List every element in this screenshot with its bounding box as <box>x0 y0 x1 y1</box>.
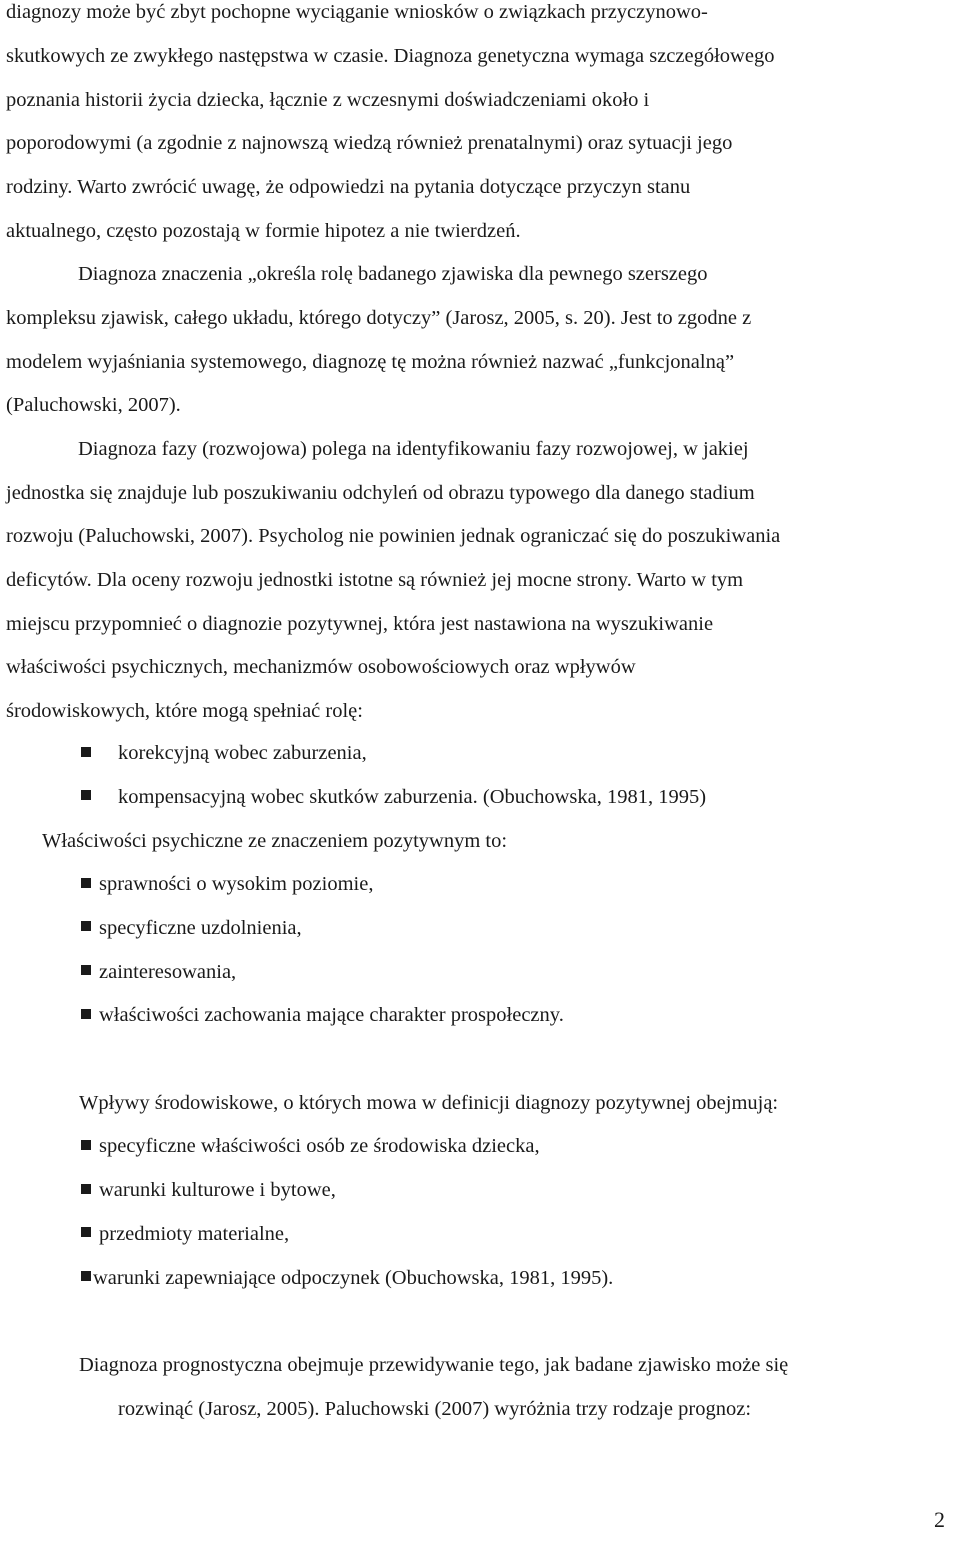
para3-line-4: deficytów. Dla oceny rozwoju jednostki istotne są również jej mocne strony. Warto w tym <box>6 569 744 591</box>
para2-line-3: modelem wyjaśniania systemowego, diagnozę tę można również nazwać „funkcjonalną” <box>6 351 735 373</box>
bullet-icon <box>81 1140 91 1150</box>
bullet-icon <box>81 921 91 931</box>
bullet-icon <box>81 878 91 888</box>
list2-item-1: sprawności o wysokim poziomie, <box>99 873 374 895</box>
bullet-icon <box>81 790 91 800</box>
para3-line-1: Diagnoza fazy (rozwojowa) polega na identyfikowaniu fazy rozwojowej, w jakiej <box>78 438 749 460</box>
para1-line-4: poporodowymi (a zgodnie z najnowszą wiedzą również prenatalnymi) oraz sytuacji jego <box>6 132 733 154</box>
para1-line-1: diagnozy może być zbyt pochopne wyciąganie wniosków o związkach przyczynowo- <box>6 1 708 23</box>
para1-line-2: skutkowych ze zwykłego następstwa w czasie. Diagnoza genetyczna wymaga szczegółowego <box>6 45 775 67</box>
heading-positive-traits: Właściwości psychiczne ze znaczeniem pozytywnym to: <box>42 830 508 852</box>
para1-line-6: aktualnego, często pozostają w formie hipotez a nie twierdzeń. <box>6 220 521 242</box>
para3-line-5: miejscu przypomnieć o diagnozie pozytywnej, która jest nastawiona na wyszukiwanie <box>6 613 714 635</box>
bullet-icon <box>81 1271 91 1281</box>
para2-line-4: (Paluchowski, 2007). <box>6 394 181 416</box>
list1-item-2: kompensacyjną wobec skutków zaburzenia. (Obuchowska, 1981, 1995) <box>118 786 707 808</box>
para3-line-6: właściwości psychicznych, mechanizmów osobowościowych oraz wpływów <box>6 656 636 678</box>
list3-item-2: warunki kulturowe i bytowe, <box>99 1179 336 1201</box>
bullet-icon <box>81 1009 91 1019</box>
para3-line-2: jednostka się znajduje lub poszukiwaniu odchyleń od obrazu typowego dla danego stadium <box>6 482 755 504</box>
para4-line-1: Diagnoza prognostyczna obejmuje przewidywanie tego, jak badane zjawisko może się <box>79 1354 789 1376</box>
para2-line-2: kompleksu zjawisk, całego układu, którego dotyczy” (Jarosz, 2005, s. 20). Jest to zgodne z <box>6 307 752 329</box>
list2-item-3: zainteresowania, <box>99 961 237 983</box>
list2-item-2: specyficzne uzdolnienia, <box>99 917 302 939</box>
list3-item-1: specyficzne właściwości osób ze środowiska dziecka, <box>99 1135 540 1157</box>
para1-line-5: rodziny. Warto zwrócić uwagę, że odpowiedzi na pytania dotyczące przyczyn stanu <box>6 176 691 198</box>
para2-line-1: Diagnoza znaczenia „określa rolę badanego zjawiska dla pewnego szerszego <box>78 263 708 285</box>
page-number: 2 <box>934 1507 945 1532</box>
list2-item-4: właściwości zachowania mające charakter prospołeczny. <box>99 1004 564 1026</box>
list1-item-1: korekcyjną wobec zaburzenia, <box>118 742 367 764</box>
bullet-icon <box>81 1184 91 1194</box>
bullet-icon <box>81 747 91 757</box>
list3-item-3: przedmioty materialne, <box>99 1223 290 1245</box>
para3-line-3: rozwoju (Paluchowski, 2007). Psycholog nie powinien jednak ograniczać się do poszukiwania <box>6 525 781 547</box>
heading-environmental-influences: Wpływy środowiskowe, o których mowa w definicji diagnozy pozytywnej obejmują: <box>79 1092 779 1114</box>
bullet-icon <box>81 1227 91 1237</box>
para3-line-7: środowiskowych, które mogą spełniać rolę: <box>6 700 363 722</box>
para4-line-2: rozwinąć (Jarosz, 2005). Paluchowski (2007) wyróżnia trzy rodzaje prognoz: <box>118 1398 752 1420</box>
bullet-icon <box>81 965 91 975</box>
list3-item-4: warunki zapewniające odpoczynek (Obuchowska, 1981, 1995). <box>93 1267 614 1289</box>
para1-line-3: poznania historii życia dziecka, łącznie z wczesnymi doświadczeniami około i <box>6 89 650 111</box>
